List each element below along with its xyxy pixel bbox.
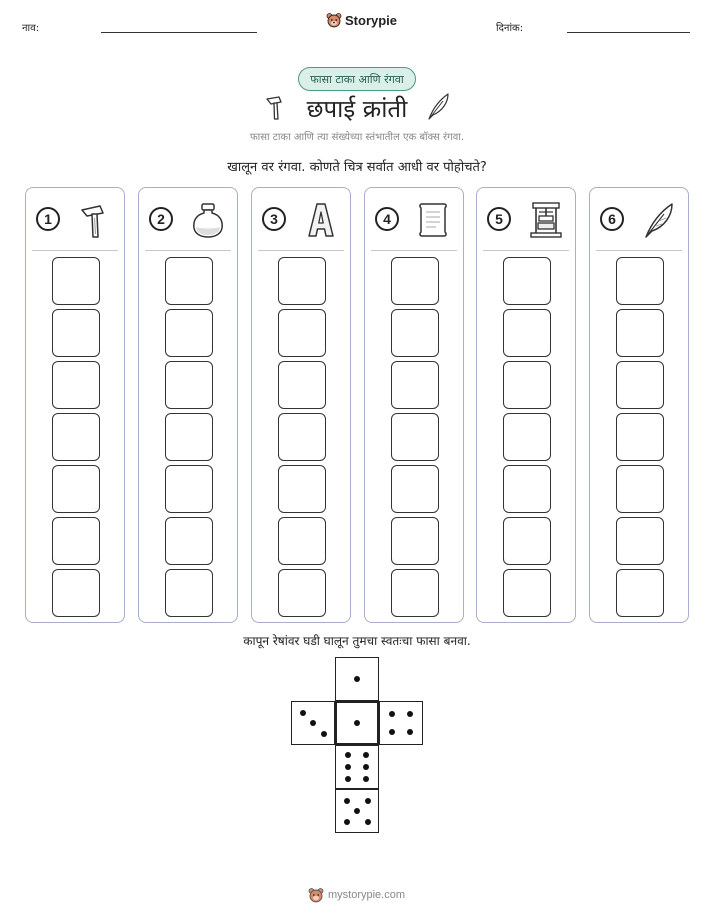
paper-scroll-icon [415, 200, 453, 240]
column-number: 3 [262, 207, 286, 231]
color-box[interactable] [503, 569, 551, 617]
date-label: दिनांक: [496, 23, 524, 34]
die-pip [365, 819, 371, 825]
letter-a-type-icon [302, 200, 340, 240]
quill-feather-icon [426, 91, 452, 121]
color-box[interactable] [278, 517, 326, 565]
color-box[interactable] [165, 361, 213, 409]
footer-url[interactable]: mystorypie.com [328, 889, 406, 901]
die-pip [407, 711, 413, 717]
die-pip [363, 752, 369, 758]
color-box[interactable] [52, 517, 100, 565]
instructions-subtitle: फासा टाका आणि त्या संख्येच्या स्तंभातील एक बॉक्स रंगवा. [249, 132, 465, 143]
activity-tag: फासा टाका आणि रंगवा [298, 67, 416, 91]
color-box[interactable] [165, 465, 213, 513]
die-pip [345, 776, 351, 782]
color-box[interactable] [52, 361, 100, 409]
color-box[interactable] [278, 361, 326, 409]
die-pip [344, 819, 350, 825]
column-4 [364, 187, 464, 623]
color-box[interactable] [503, 257, 551, 305]
die-pip [345, 764, 351, 770]
column-divider [258, 250, 344, 251]
column-5 [476, 187, 576, 623]
column-number: 4 [375, 207, 399, 231]
color-box[interactable] [616, 309, 664, 357]
color-box[interactable] [391, 257, 439, 305]
bear-face-icon [326, 12, 342, 28]
column-number: 1 [36, 207, 60, 231]
footer [308, 887, 405, 903]
die-pip [365, 798, 371, 804]
column-number: 6 [600, 207, 624, 231]
die-face-4 [379, 701, 423, 745]
column-header [600, 200, 680, 240]
die-face-3 [291, 701, 335, 745]
column-1 [25, 187, 125, 623]
column-divider [145, 250, 231, 251]
column-header [375, 200, 455, 240]
die-pip [363, 776, 369, 782]
column-number: 5 [487, 207, 511, 231]
question-text: खालून वर रंगवा. कोणते चित्र सर्वात आधी वर पोहोचते? [227, 160, 487, 175]
color-box[interactable] [165, 413, 213, 461]
color-box[interactable] [391, 517, 439, 565]
column-divider [596, 250, 682, 251]
die-face-1 [335, 701, 379, 745]
color-box[interactable] [616, 517, 664, 565]
color-box[interactable] [52, 309, 100, 357]
color-box[interactable] [391, 569, 439, 617]
color-box[interactable] [165, 569, 213, 617]
color-box[interactable] [503, 517, 551, 565]
color-box[interactable] [278, 465, 326, 513]
die-pip [300, 710, 306, 716]
ink-bottle-icon [189, 200, 227, 240]
color-box[interactable] [52, 569, 100, 617]
name-label: नाव: [22, 23, 40, 34]
hammer-icon [76, 200, 114, 240]
die-pip [354, 808, 360, 814]
color-box[interactable] [616, 413, 664, 461]
die-pip [407, 729, 413, 735]
quill-feather-icon [640, 200, 678, 240]
bear-face-icon [308, 887, 324, 903]
color-box[interactable] [278, 309, 326, 357]
color-box[interactable] [616, 569, 664, 617]
color-box[interactable] [503, 413, 551, 461]
color-box[interactable] [391, 309, 439, 357]
color-box[interactable] [503, 465, 551, 513]
color-box[interactable] [391, 413, 439, 461]
color-box[interactable] [503, 309, 551, 357]
color-box[interactable] [52, 413, 100, 461]
color-box[interactable] [278, 569, 326, 617]
brand-logo [326, 12, 397, 28]
color-box[interactable] [52, 465, 100, 513]
die-pip [354, 720, 360, 726]
die-pip [310, 720, 316, 726]
die-face-1 [335, 657, 379, 701]
die-face-6 [335, 745, 379, 789]
column-header [262, 200, 342, 240]
color-box[interactable] [165, 257, 213, 305]
color-box[interactable] [165, 517, 213, 565]
dice-instruction: कापून रेषांवर घडी घालून तुमचा स्वतःचा फासा बनवा. [243, 634, 471, 648]
color-box[interactable] [391, 465, 439, 513]
die-pip [363, 764, 369, 770]
die-pip [354, 676, 360, 682]
column-header [149, 200, 229, 240]
date-line[interactable] [567, 32, 690, 33]
color-box[interactable] [616, 361, 664, 409]
brand-name: Storypie [345, 12, 398, 28]
die-pip [345, 752, 351, 758]
color-box[interactable] [391, 361, 439, 409]
color-box[interactable] [616, 465, 664, 513]
die-pip [344, 798, 350, 804]
page-title: छपाई क्रांती [306, 95, 408, 123]
column-header [487, 200, 567, 240]
column-3 [251, 187, 351, 623]
column-number: 2 [149, 207, 173, 231]
column-6 [589, 187, 689, 623]
column-header [36, 200, 116, 240]
color-box[interactable] [165, 309, 213, 357]
die-face-5 [335, 789, 379, 833]
color-box[interactable] [503, 361, 551, 409]
column-divider [32, 250, 118, 251]
die-pip [321, 731, 327, 737]
column-divider [483, 250, 569, 251]
printing-press-icon [527, 200, 565, 240]
color-box[interactable] [278, 257, 326, 305]
name-line[interactable] [101, 32, 257, 33]
column-divider [371, 250, 457, 251]
column-2 [138, 187, 238, 623]
die-pip [389, 729, 395, 735]
die-pip [389, 711, 395, 717]
color-box[interactable] [52, 257, 100, 305]
color-box[interactable] [616, 257, 664, 305]
color-box[interactable] [278, 413, 326, 461]
